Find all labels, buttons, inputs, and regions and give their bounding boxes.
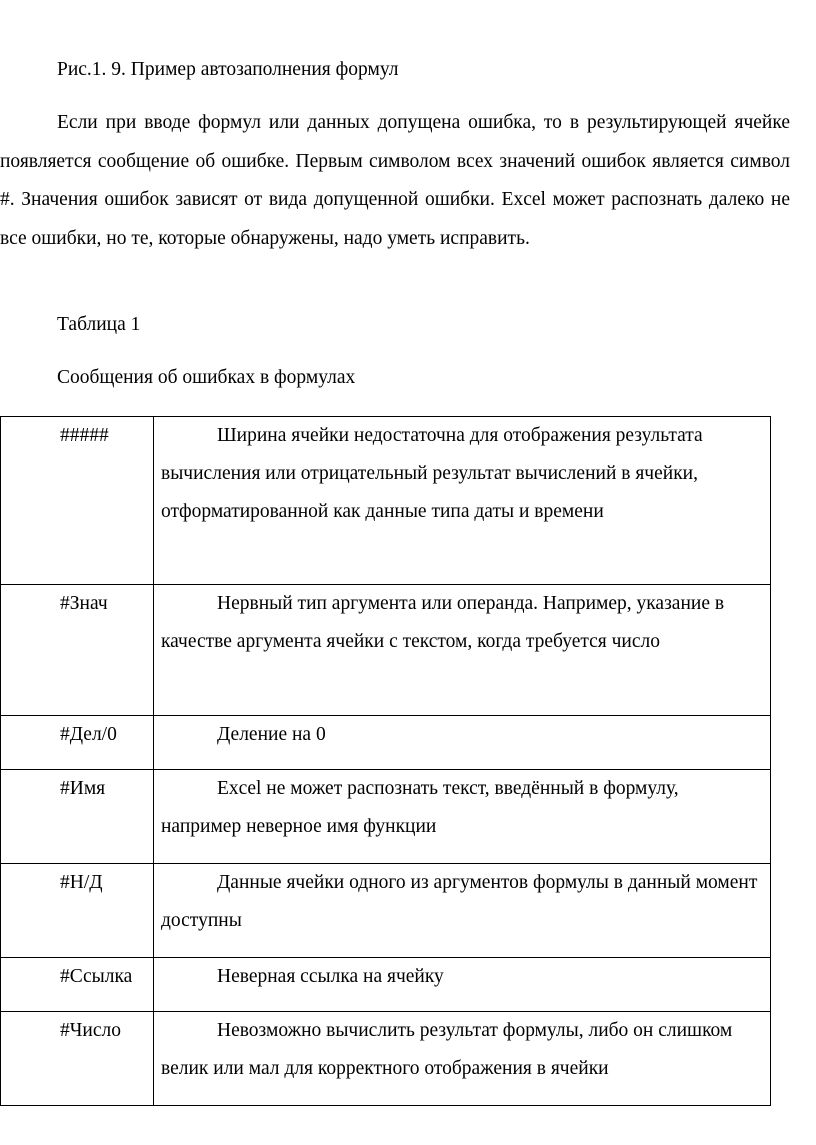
error-description: Невозможно вычислить результат формулы, либо он слишком велик или мал для корректного отображения в ячейки [161,1020,733,1079]
error-description-cell [154,958,771,1012]
error-messages-table [0,416,771,1106]
figure-caption: Рис.1. 9. Пример автозаполнения формул [57,59,399,80]
error-description-cell [154,585,771,716]
error-code-cell [1,716,154,770]
error-code: ##### [60,425,109,446]
error-description: Ширина ячейки недостаточна для отображения результата вычисления или отрицательный результат вычислений в ячейки, отформатированной как данные типа даты и времени [161,425,703,522]
body-paragraph: Если при вводе формул или данных допущена ошибка, то в результирующей ячейке появляется сообщение об ошибке. Первым символом всех значений ошибок является символ #. Значения ошибок зависят от вида допущенной ошибки. Excel может распознать далеко не все ошибки, но те, которые обнаружены, надо уметь исправить. [0,112,790,249]
error-code-cell [1,958,154,1012]
error-description-cell [154,417,771,585]
table-row [1,864,771,958]
error-description: Деление на 0 [217,724,326,745]
error-code: #Дел/0 [60,724,117,745]
error-description: Excel не может распознать текст, введённый в формулу, например неверное имя функции [161,778,679,837]
error-code: #Число [60,1020,121,1041]
error-description-cell [154,864,771,958]
table-title: Сообщения об ошибках в формулах [57,367,356,388]
error-code-cell [1,1012,154,1106]
error-description-cell [154,1012,771,1106]
table-label: Таблица 1 [57,314,141,335]
error-code: #Имя [60,778,106,799]
table-row [1,1012,771,1106]
error-description-cell [154,770,771,864]
error-code-cell [1,864,154,958]
table-row [1,770,771,864]
error-description-cell [154,716,771,770]
error-code: #Ссылка [60,966,133,987]
table-row [1,716,771,770]
error-code-cell [1,417,154,585]
error-description: Данные ячейки одного из аргументов формулы в данный момент доступны [161,872,758,931]
error-code-cell [1,585,154,716]
error-description: Нервный тип аргумента или операнда. Например, указание в качестве аргумента ячейки с текстом, когда требуется число [161,593,725,652]
error-code: #Н/Д [60,872,103,893]
error-description: Неверная ссылка на ячейку [217,966,444,987]
error-code: #Знач [60,593,108,614]
error-code-cell [1,770,154,864]
table-row [1,417,771,585]
table-row [1,958,771,1012]
table-row [1,585,771,716]
